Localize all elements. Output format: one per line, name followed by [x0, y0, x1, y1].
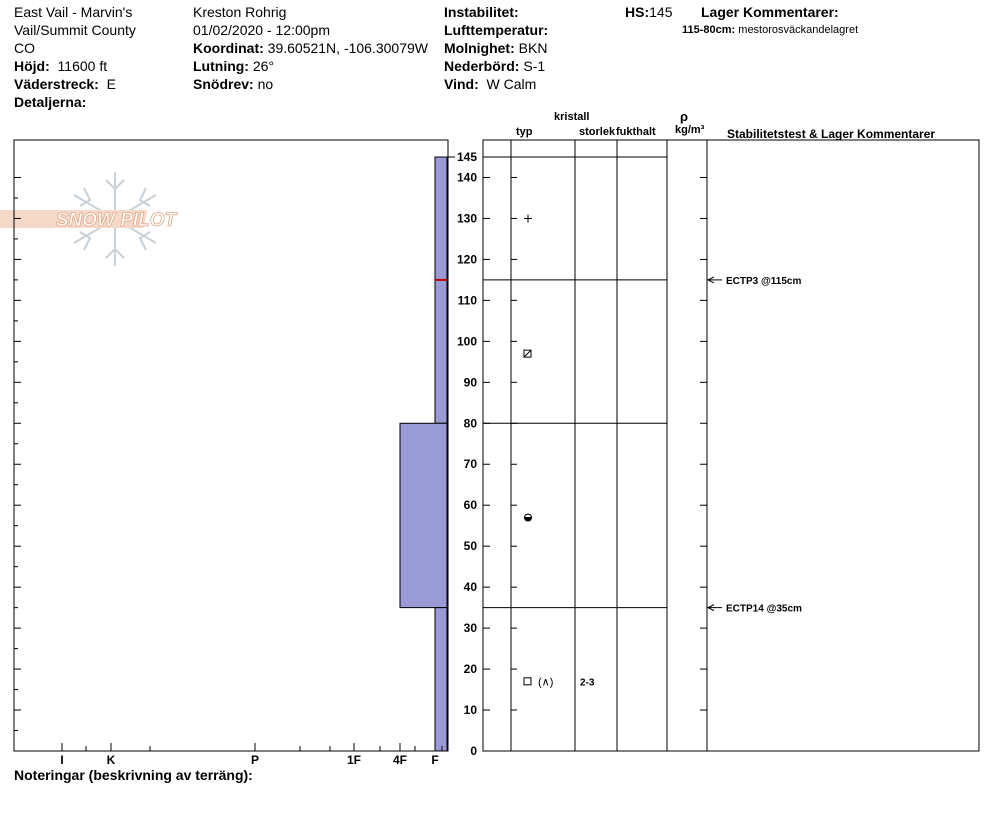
- left-tick-marks: [14, 177, 21, 751]
- y-tick-label: 30: [463, 621, 477, 636]
- y-tick-label: 70: [463, 457, 477, 472]
- hardness-bar: [435, 280, 447, 423]
- slope-value: 26°: [252, 58, 275, 74]
- y-tick-label: 90: [463, 375, 477, 390]
- precip-value: S-1: [523, 58, 546, 74]
- hs-label: HS:: [625, 4, 650, 20]
- y-tick-label: 40: [463, 580, 477, 595]
- instability-label: Instabilitet:: [444, 4, 519, 20]
- terrain-notes-label: Noteringar (beskrivning av terräng):: [14, 767, 253, 783]
- elevation-label: Höjd:: [14, 58, 50, 74]
- elevation-value: 11600 ft: [57, 58, 108, 74]
- hardness-panel: [14, 140, 448, 751]
- wind-label: Vind:: [444, 76, 479, 92]
- depth-axis: [448, 150, 477, 758]
- hardness-label: K: [106, 753, 116, 767]
- aspect-value: E: [106, 76, 116, 92]
- col-size-header: storlek: [579, 126, 616, 138]
- y-tick-label: 130: [456, 211, 477, 226]
- layer-boundaries: [483, 157, 707, 751]
- y-tick-label: 80: [463, 416, 477, 431]
- location-state: CO: [14, 40, 35, 56]
- details-label: Detaljerna:: [14, 94, 87, 110]
- layer-table: [483, 140, 979, 751]
- y-tick-label: 10: [463, 703, 477, 718]
- wind-value: W Calm: [486, 76, 537, 92]
- hardness-label: 4F: [392, 753, 408, 767]
- col-type-header: typ: [516, 126, 533, 138]
- grain-decomposing-icon: [524, 350, 531, 357]
- sky-label: Molnighet:: [444, 40, 515, 56]
- observation-datetime: 01/02/2020 - 12:00pm: [193, 22, 330, 38]
- hardness-label: I: [60, 753, 64, 767]
- slope-label: Lutning:: [193, 58, 249, 74]
- col-rho-header: ρ: [680, 109, 689, 124]
- wind-loading-value: no: [257, 76, 274, 92]
- y-tick-label: 20: [463, 662, 477, 677]
- col-crystal-header: kristall: [554, 111, 590, 123]
- y-tick-label: 110: [457, 293, 477, 308]
- stability-test-label: ECTP14 @35cm: [726, 603, 802, 615]
- hardness-bar: [435, 608, 447, 751]
- y-tick-label: 50: [463, 539, 477, 554]
- grain-faceted-icon: [524, 678, 531, 685]
- hardness-label: P: [250, 753, 260, 767]
- y-tick-label: 0: [470, 744, 477, 758]
- col-stability-header: Stabilitetstest & Lager Kommentarer: [727, 127, 936, 141]
- layer-comment-text: mestorosväckandelagret: [738, 24, 859, 36]
- y-tick-label: 100: [456, 334, 477, 349]
- coordinate-value: 39.60521N, -106.30079W: [267, 40, 428, 56]
- hardness-scale: [60, 743, 442, 767]
- hardness-label: F: [431, 753, 439, 767]
- hardness-label: 1F: [346, 753, 362, 767]
- y-tick-label: 140: [456, 170, 477, 185]
- location-name: East Vail - Marvin's: [14, 4, 133, 20]
- hs-value: 145: [649, 4, 673, 20]
- hardness-bar: [400, 423, 447, 607]
- grain-form-symbols: [524, 214, 595, 688]
- sky-value: BKN: [518, 40, 548, 56]
- location-region: Vail/Summit County: [14, 22, 136, 38]
- hardness-bars: [400, 157, 447, 751]
- layer-comments-label: Lager Kommentarer:: [701, 4, 839, 20]
- y-tick-label: 145: [456, 150, 477, 164]
- stability-tests: [708, 276, 802, 615]
- aspect-label: Väderstreck:: [14, 76, 99, 92]
- stability-test-label: ECTP3 @115cm: [726, 275, 802, 287]
- grain-depth-hoar-icon: (∧): [538, 676, 554, 689]
- grain-size-value: 2-3: [580, 677, 595, 689]
- hardness-bar: [435, 157, 447, 280]
- wind-loading-label: Snödrev:: [193, 76, 254, 92]
- layer-comment-range: 115-80cm:: [682, 24, 736, 36]
- col-density-unit: kg/m³: [675, 124, 705, 136]
- air-temp-label: Lufttemperatur:: [444, 22, 549, 38]
- coordinate-label: Koordinat:: [193, 40, 264, 56]
- y-tick-label: 120: [456, 252, 477, 267]
- col-moisture-header: fukthalt: [616, 126, 656, 138]
- precip-label: Nederbörd:: [444, 58, 520, 74]
- observer-name: Kreston Rohrig: [193, 4, 287, 20]
- snowpilot-logo: [0, 172, 178, 266]
- logo-text: SNOW PILOT: [55, 210, 177, 231]
- y-tick-label: 60: [463, 498, 477, 513]
